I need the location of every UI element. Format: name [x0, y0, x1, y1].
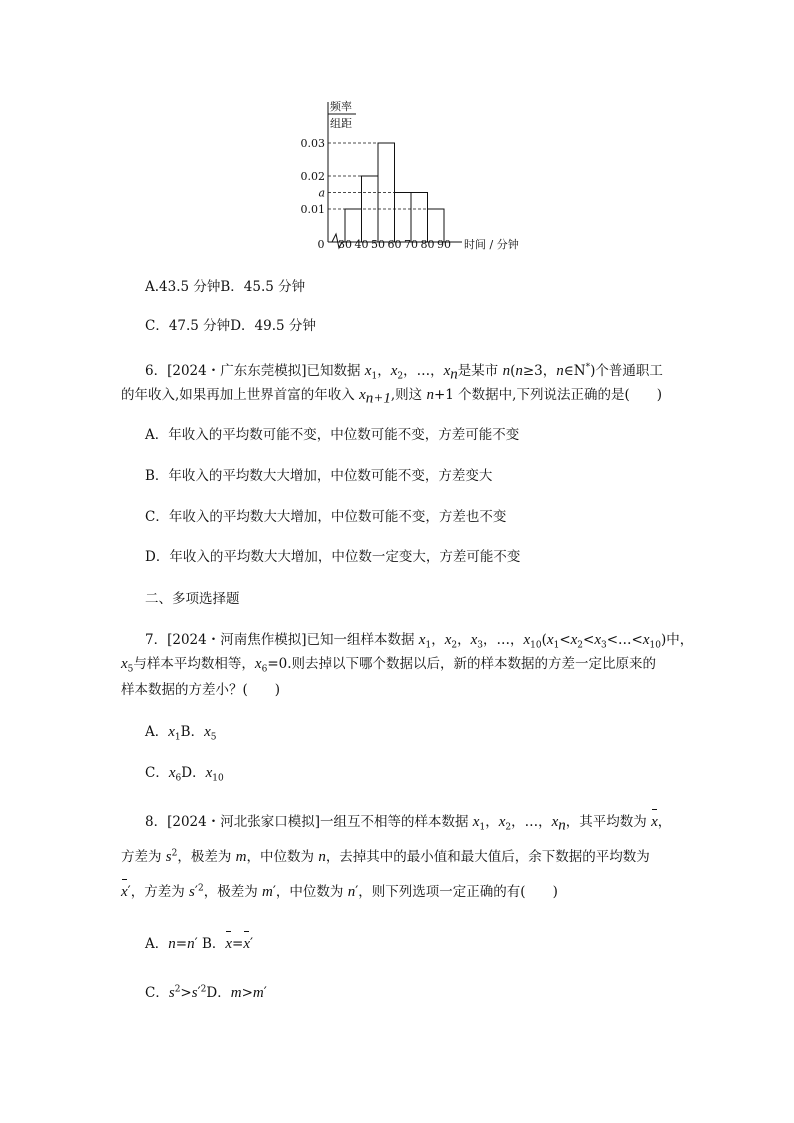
var-x: x [168, 765, 176, 781]
q5-option-b[interactable]: B．45.5 分钟 [220, 279, 306, 295]
x-axis-label: 时间 / 分钟 [464, 238, 519, 251]
punct: > [241, 985, 253, 1001]
var-x-bar: x [225, 936, 233, 952]
var-n: n [515, 363, 523, 379]
q8-text: ，方差为 [130, 884, 190, 900]
q8-text: ，中位数为 [275, 884, 348, 900]
var-s: s [165, 849, 172, 865]
y-axis-label-bottom: 组距 [330, 117, 352, 130]
punct: ，…， [483, 632, 524, 648]
section-heading-multiple-choice: 二、多项选择题 [145, 591, 240, 607]
q7-text: 7．[2024・河南焦作模拟]已知一组样本数据 [145, 632, 419, 648]
option-label: A． [145, 936, 169, 952]
punct: < [583, 632, 595, 648]
q6-stem-line-1 [145, 361, 663, 381]
origin-label: 0 [317, 238, 325, 251]
q6-option-b[interactable]: B．年收入的平均数大大增加，中位数可能不变，方差变大 [145, 468, 493, 484]
punct: ， [431, 632, 445, 648]
q8-text: ，中位数为 [246, 849, 319, 865]
q6-stem-line-2 [121, 385, 662, 405]
var-n: n [168, 936, 176, 952]
var-s: s [191, 985, 198, 1001]
sup: * [585, 362, 591, 373]
prime: ′ [250, 936, 254, 952]
histogram-bar-70-80 [411, 193, 428, 243]
q7-option-a[interactable] [145, 724, 181, 743]
sub: n+1 [365, 390, 391, 407]
sub: n [558, 817, 566, 834]
q6-text: 的年收入,如果再加上世界首富的年收入 [121, 387, 360, 403]
var-x-bar: x [243, 936, 251, 952]
prime: ′ [272, 884, 276, 900]
option-label: C． [145, 985, 169, 1001]
prime: ′ [194, 884, 198, 900]
var-m: m [252, 985, 264, 1001]
x-tick-label: 60 [387, 238, 402, 251]
var-n: n [318, 849, 326, 865]
sub: 5 [127, 664, 134, 675]
var-x: x [205, 765, 213, 781]
var-n: n [556, 363, 564, 379]
q6-text: ,则这 [390, 387, 427, 403]
sup: 2 [174, 984, 181, 995]
q8-option-row-1 [145, 934, 253, 954]
q6-option-c[interactable]: C．年收入的平均数大大增加，中位数可能不变，方差也不变 [145, 509, 507, 525]
option-label: A． [145, 724, 169, 740]
x-tick-label: 80 [420, 238, 435, 251]
prime: ′ [263, 985, 267, 1001]
q7-text: 与样本平均数相等， [133, 656, 255, 672]
option-label: B． [180, 724, 205, 740]
var-x-bar: x [651, 814, 658, 830]
sub: 1 [479, 822, 486, 833]
x-tick-label: 50 [371, 238, 385, 251]
sub: 3 [601, 640, 607, 651]
x-tick-label: 30 [338, 238, 352, 251]
sub: 6 [261, 664, 268, 675]
q6-text: 是某市 [457, 363, 503, 379]
sub: 1 [371, 371, 378, 382]
sub: 2 [397, 371, 404, 382]
var-x: x [254, 656, 262, 672]
y-tick-label: 0.01 [300, 203, 325, 216]
var-x: x [364, 363, 372, 379]
q5-option-a[interactable]: A.43.5 分钟 [145, 279, 221, 295]
q6-text: +1 个数据中,下列说法正确的是( ) [433, 387, 663, 403]
q7-stem-line-3: 样本数据的方差小？( ) [121, 682, 281, 698]
prime: ′ [355, 884, 359, 900]
var-s: s [168, 985, 175, 1001]
var-x: x [551, 814, 559, 830]
q7-text: =0.则去掉以下哪个数据以后，新的样本数据的方差一定比原来的 [267, 656, 657, 672]
q6-option-a[interactable]: A．年收入的平均数可能不变，中位数可能不变，方差可能不变 [145, 427, 520, 443]
q5-option-c[interactable]: C．47.5 分钟 [145, 318, 231, 334]
punct: ， [457, 632, 471, 648]
punct: <…< [606, 632, 643, 648]
sub: 1 [425, 640, 432, 651]
q7-stem-line-2 [121, 654, 656, 674]
var-x: x [168, 724, 175, 740]
q7-option-c[interactable] [145, 765, 182, 784]
x-tick-label: 70 [404, 238, 418, 251]
var-x: x [570, 632, 578, 648]
prime: ′ [194, 936, 198, 952]
var-n: n [187, 936, 195, 952]
sub: 5 [210, 732, 217, 743]
q8-text: ，去掉其中的最小值和最大值后，余下数据的平均数为 [325, 849, 650, 865]
var-x-bar: x [121, 884, 128, 900]
q6-text: )个普通职工 [590, 363, 663, 379]
var-x: x [443, 363, 451, 379]
prime: ′ [127, 884, 131, 900]
q8-option-a[interactable] [145, 936, 198, 952]
x-tick-label: 90 [437, 238, 451, 251]
var-m: m [262, 884, 273, 900]
var-x: x [594, 632, 602, 648]
var-x: x [121, 656, 128, 672]
y-tick-label: 0.03 [300, 137, 325, 150]
var-n: n [347, 884, 356, 900]
var-n: n [426, 387, 434, 403]
q8-option-d[interactable] [206, 985, 266, 1001]
y-tick-label: a [318, 186, 325, 200]
q8-stem-line-1 [145, 812, 671, 832]
option-label: C． [145, 765, 169, 781]
q5-option-row-1 [145, 277, 305, 297]
q7-option-row-2 [145, 763, 224, 783]
var-x: x [359, 387, 366, 403]
sub: 1 [553, 640, 560, 651]
x-tick-label: 40 [354, 238, 369, 251]
q8-option-c[interactable] [145, 985, 206, 1001]
punct: = [175, 936, 188, 952]
q6-text: ≥3， [522, 363, 557, 379]
sub: 10 [530, 640, 542, 651]
var-x: x [546, 632, 554, 648]
q7-option-b[interactable] [180, 724, 217, 743]
punct: > [180, 985, 192, 1001]
sup: 2 [197, 883, 204, 894]
q8-text: ，其平均数为 [565, 814, 652, 830]
punct: = [232, 936, 244, 952]
var-m: m [235, 849, 247, 865]
sub: 2 [451, 640, 458, 651]
q8-option-b[interactable] [202, 936, 253, 952]
option-label: D． [181, 765, 206, 781]
q8-text: ，极差为 [203, 884, 262, 900]
punct: ， [657, 814, 672, 830]
q8-text: ，极差为 [177, 849, 236, 865]
q6-text: 6．[2024・广东东莞模拟]已知数据 [145, 363, 365, 379]
prime: ′ [197, 985, 201, 1001]
sub: 2 [505, 822, 512, 833]
sub: 6 [175, 773, 182, 784]
var-x: x [470, 632, 478, 648]
punct: ，…， [403, 363, 444, 379]
y-tick-label: 0.02 [300, 170, 325, 183]
q7-option-row-1 [145, 722, 216, 742]
sup: 2 [171, 848, 178, 859]
punct: ， [377, 363, 391, 379]
sub: 10 [212, 773, 224, 784]
frequency-histogram [290, 92, 540, 257]
q8-text: 方差为 [121, 849, 166, 865]
var-m: m [230, 985, 242, 1001]
sub: 2 [577, 640, 584, 651]
q6-option-d[interactable]: D．年收入的平均数大大增加，中位数一定变大，方差可能不变 [145, 549, 521, 565]
punct: ( [510, 363, 516, 379]
q8-stem-line-2 [121, 847, 650, 867]
var-n: n [502, 363, 511, 379]
q7-text: )中， [661, 632, 694, 648]
option-label: D． [206, 985, 231, 1001]
q8-option-row-2 [145, 983, 267, 1003]
q7-stem-line-1 [145, 630, 693, 650]
punct: ， [485, 814, 499, 830]
sub: n [450, 366, 458, 383]
histogram-bar-60-70 [395, 193, 412, 243]
var-x: x [418, 632, 426, 648]
punct: ，…， [511, 814, 552, 830]
var-x: x [472, 814, 480, 830]
q8-text: ，则下列选项一定正确的有( ) [358, 884, 558, 900]
punct: ( [541, 632, 547, 648]
sub: 3 [477, 640, 483, 651]
var-x: x [444, 632, 452, 648]
var-x: x [498, 814, 506, 830]
sup: 2 [200, 984, 207, 995]
var-x: x [390, 363, 398, 379]
option-label: B． [201, 936, 226, 952]
var-x: x [204, 724, 211, 740]
q8-text: 8．[2024・河北张家口模拟]一组互不相等的样本数据 [145, 814, 473, 830]
var-x: x [642, 632, 650, 648]
sub: 1 [174, 732, 181, 743]
y-axis-label-top: 频率 [330, 100, 352, 113]
q5-option-row-2 [145, 316, 316, 336]
q6-text: ∈N [563, 363, 586, 379]
q8-stem-line-3 [121, 882, 558, 902]
punct: < [559, 632, 571, 648]
var-s: s [189, 884, 195, 900]
var-x: x [523, 632, 531, 648]
sub: 10 [649, 640, 661, 651]
q5-option-d[interactable]: D．49.5 分钟 [230, 318, 316, 334]
q7-option-d[interactable] [181, 765, 224, 784]
